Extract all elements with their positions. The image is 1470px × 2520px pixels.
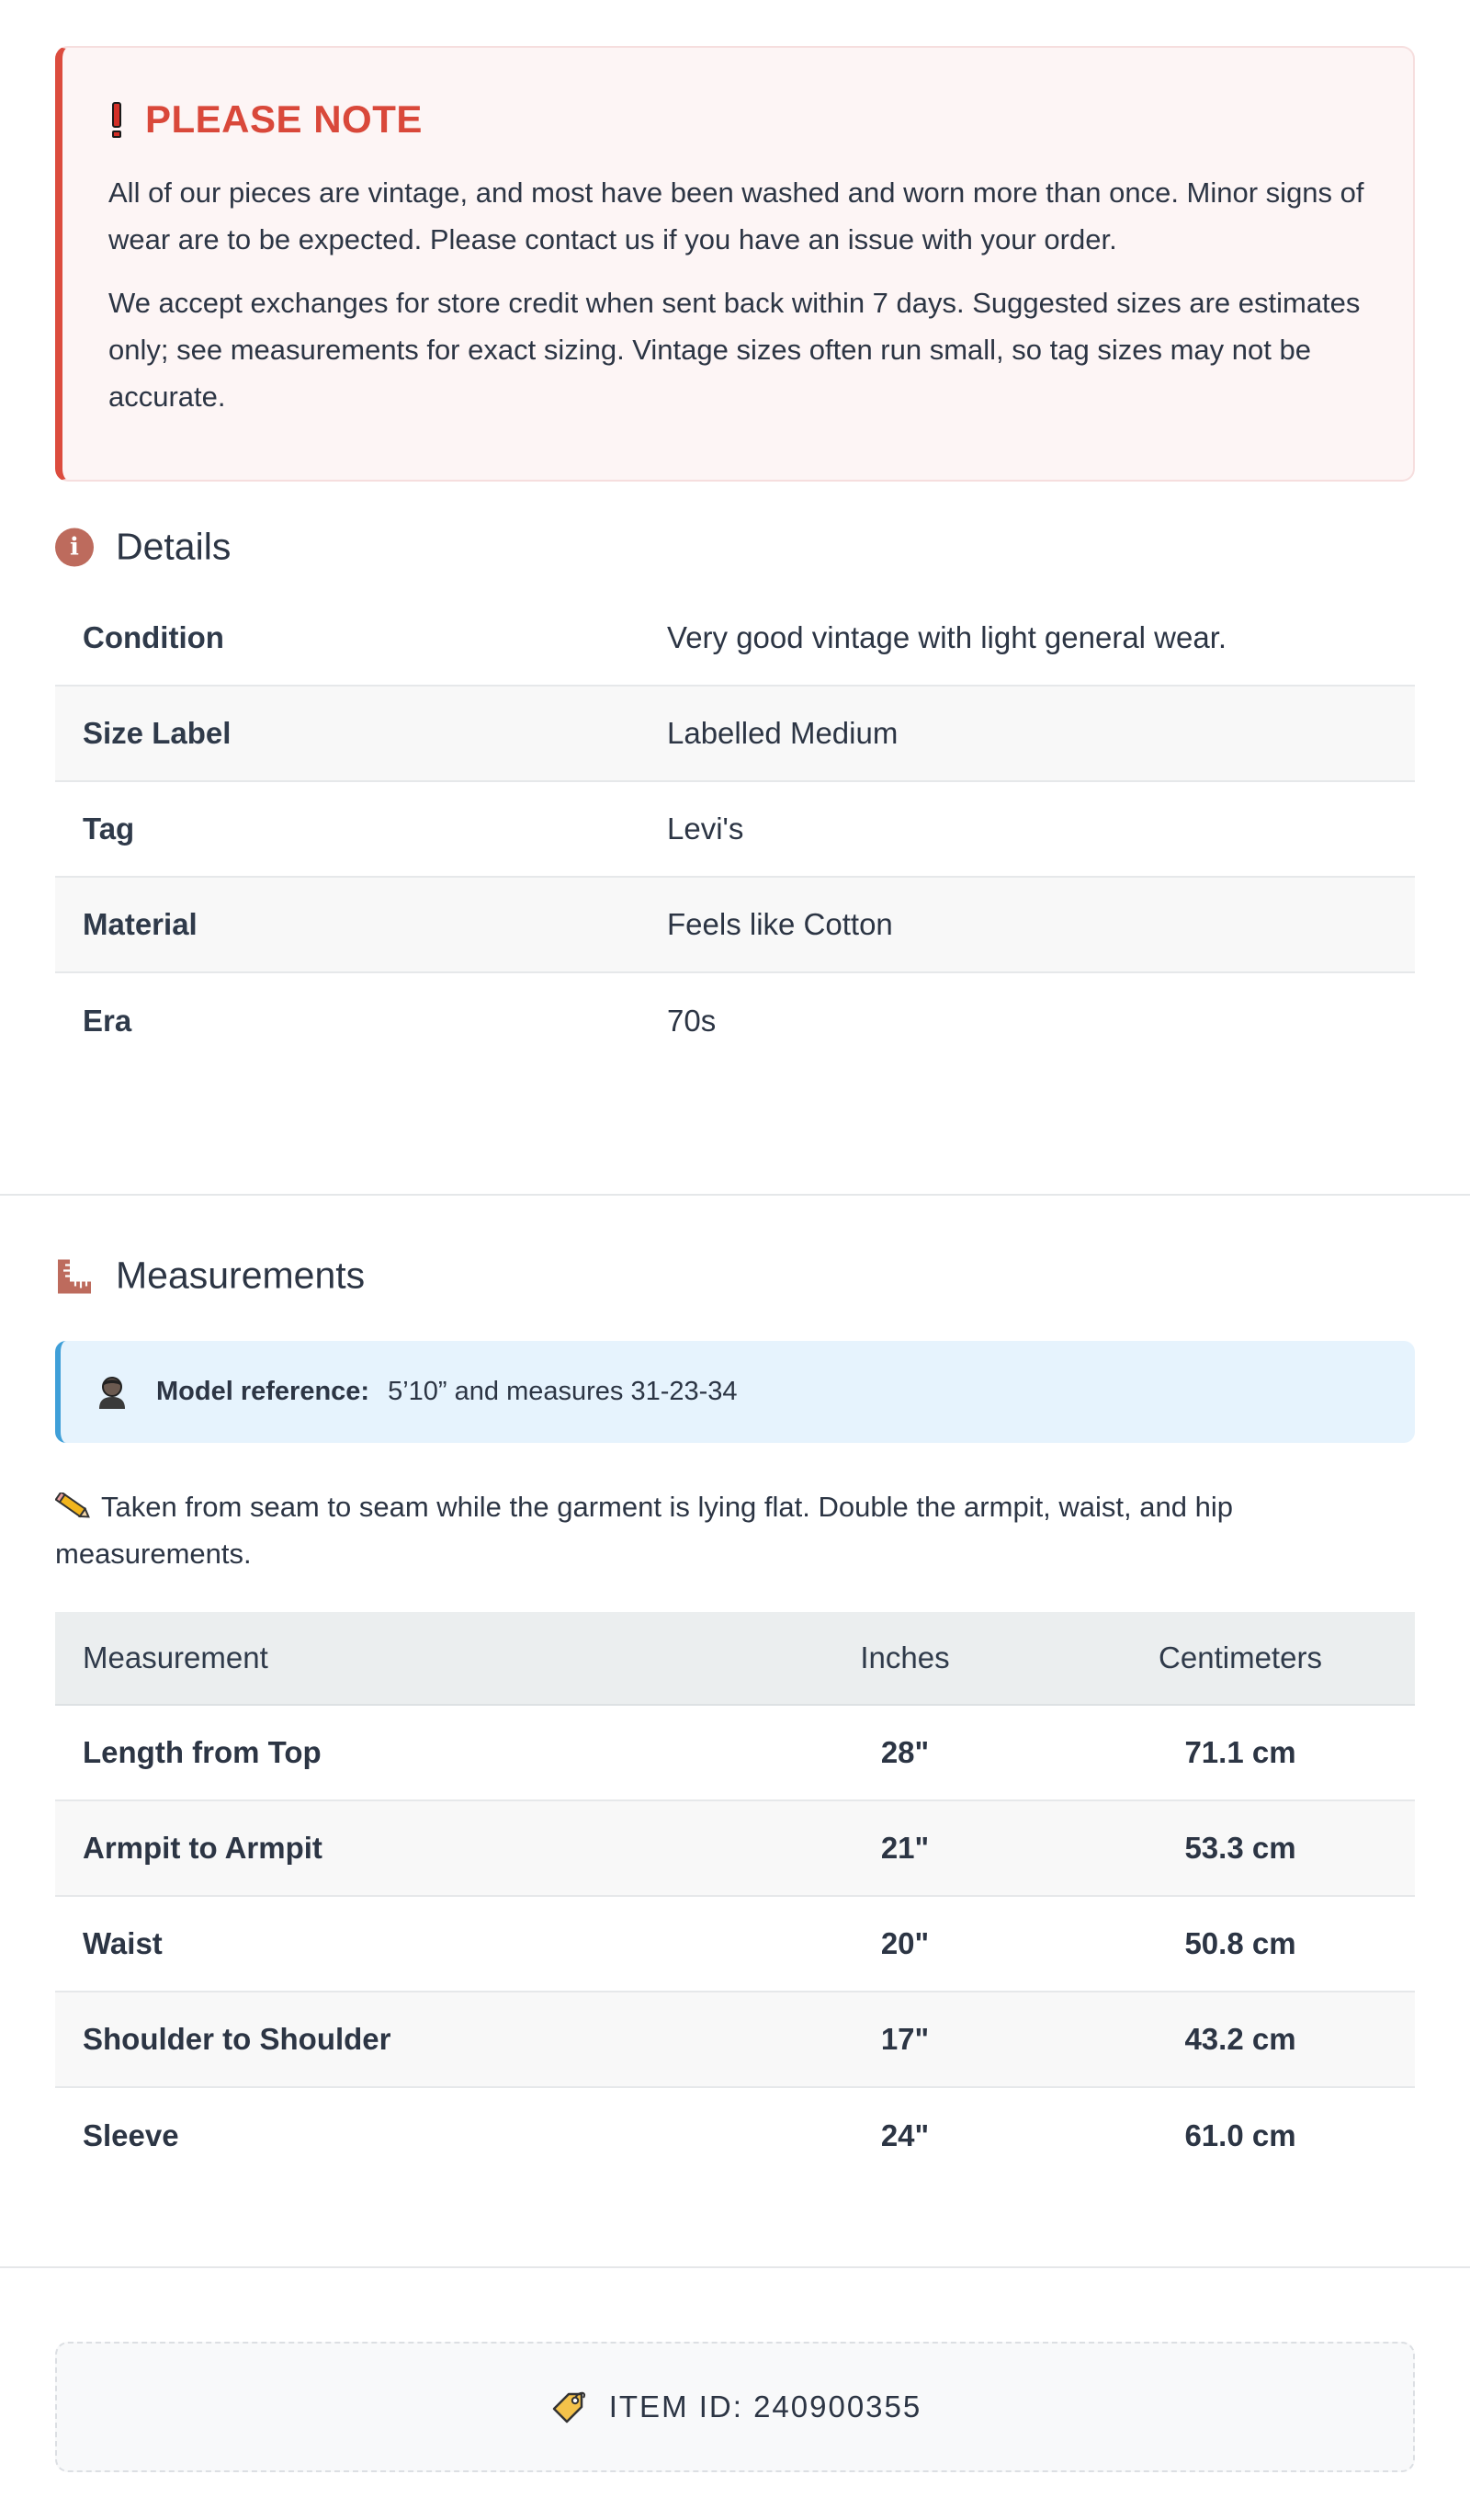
details-value: Feels like Cotton (667, 907, 893, 941)
notice-box (55, 46, 1415, 482)
section-divider (0, 2266, 1470, 2268)
notice-title-text: PLEASE NOTE (145, 97, 423, 141)
header-centimeters: Centimeters (1159, 1640, 1322, 1674)
details-label: Era (83, 1004, 132, 1038)
measurements-heading (55, 1254, 365, 1298)
measurement-name: Sleeve (83, 2118, 179, 2152)
table-row (55, 1992, 1415, 2088)
model-reference-value: 5’10” and measures 31-23-34 (388, 1377, 738, 1406)
details-label: Condition (83, 620, 224, 654)
item-id-label: ITEM ID: 240900355 (608, 2389, 922, 2424)
measurement-inches: 28" (880, 1735, 930, 1769)
notice-title (108, 97, 1367, 142)
details-value: Levi's (667, 812, 744, 846)
measurement-cm: 71.1 cm (1184, 1735, 1296, 1769)
details-row (55, 687, 1415, 782)
person-icon (96, 1374, 129, 1411)
info-icon: i (55, 528, 94, 566)
notice-paragraph: We accept exchanges for store credit when sent back within 7 days. Suggested sizes are estimates only; see measurements for exact sizing. Vintage sizes often run small, so tag sizes may not be accurate. (108, 287, 1361, 413)
details-label: Size Label (83, 716, 232, 750)
measurement-name: Waist (83, 1926, 163, 1960)
measurement-inches: 21" (880, 1831, 930, 1865)
model-reference-label: Model reference: (156, 1377, 370, 1406)
measurement-note (55, 1483, 1378, 1577)
measurement-name: Armpit to Armpit (83, 1831, 322, 1865)
details-heading (55, 526, 231, 569)
measurement-name: Shoulder to Shoulder (83, 2022, 391, 2056)
measurements-table (55, 1612, 1415, 2184)
details-row (55, 973, 1415, 1069)
measurement-cm: 50.8 cm (1184, 1926, 1296, 1960)
measurement-inches: 20" (880, 1926, 930, 1960)
table-row (55, 1897, 1415, 1992)
measurement-cm: 53.3 cm (1184, 1831, 1296, 1865)
table-row (55, 1801, 1415, 1897)
measurement-cm: 61.0 cm (1184, 2118, 1296, 2152)
details-value: Very good vintage with light general wear. (667, 620, 1227, 654)
details-title: Details (116, 525, 232, 568)
details-table (55, 591, 1415, 1069)
item-id-box (55, 2342, 1415, 2472)
header-measurement: Measurement (83, 1640, 268, 1674)
table-header (55, 1612, 1415, 1706)
measurement-inches: 17" (880, 2022, 930, 2056)
header-inches: Inches (860, 1640, 950, 1674)
details-value: Labelled Medium (667, 716, 899, 750)
details-row (55, 878, 1415, 973)
pencil-icon (55, 1493, 92, 1520)
measurement-name: Length from Top (83, 1735, 322, 1769)
table-row (55, 2088, 1415, 2184)
measurements-title: Measurements (116, 1254, 366, 1297)
ruler-icon (55, 1256, 94, 1295)
measurement-inches: 24" (880, 2118, 930, 2152)
notice-paragraph: All of our pieces are vintage, and most have been washed and worn more than once. Minor signs of wear are to be expected. Please contact us if you have an issue with your order. (108, 176, 1364, 255)
details-row (55, 782, 1415, 878)
tag-icon (548, 2387, 589, 2427)
details-row (55, 591, 1415, 687)
details-label: Material (83, 907, 198, 941)
measurement-note-text: Taken from seam to seam while the garment is lying flat. Double the armpit, waist, and hip measurements. (55, 1491, 1233, 1570)
exclamation-icon (108, 102, 125, 138)
measurement-cm: 43.2 cm (1184, 2022, 1296, 2056)
table-row (55, 1706, 1415, 1801)
model-reference-box (55, 1341, 1415, 1443)
details-value: 70s (667, 1004, 717, 1038)
details-label: Tag (83, 812, 135, 846)
section-divider (0, 1194, 1470, 1196)
